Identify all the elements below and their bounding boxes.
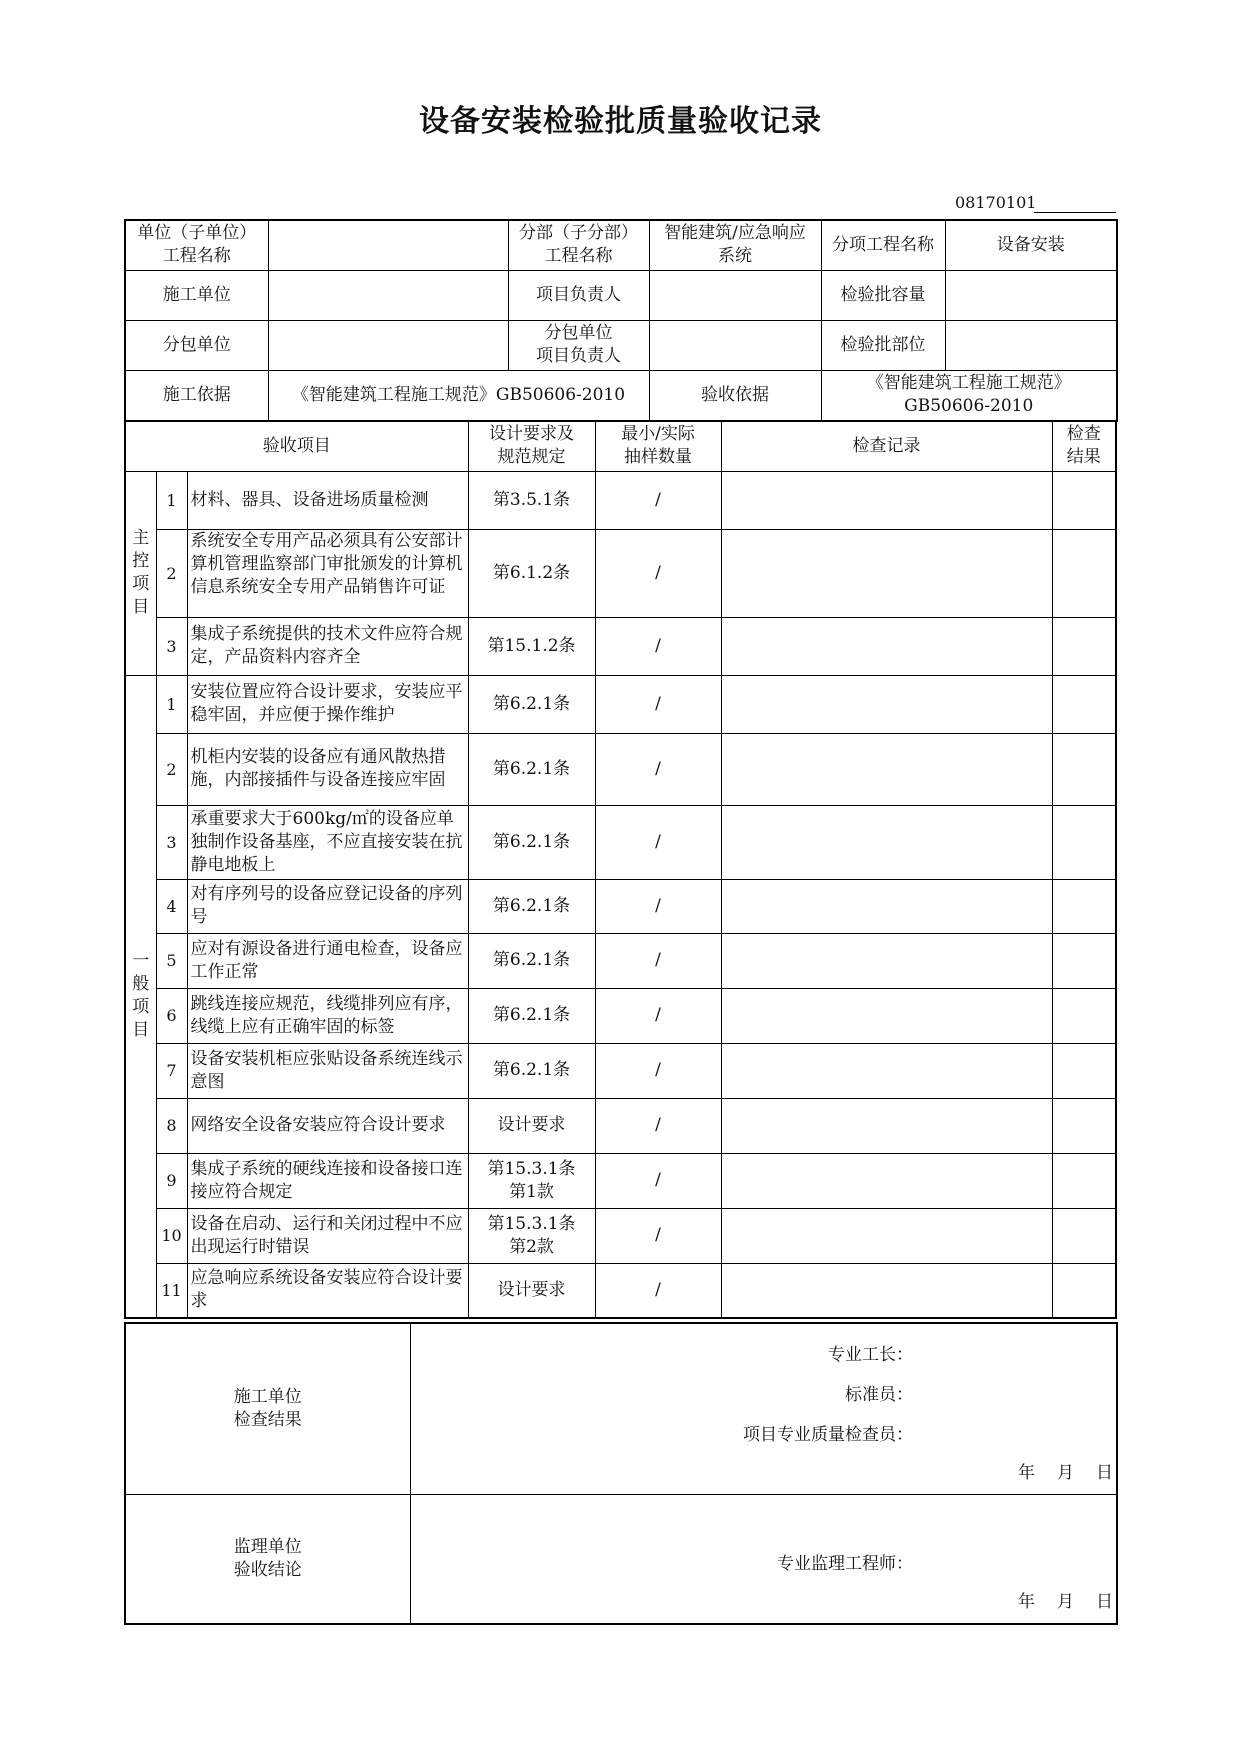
row-number: 2 — [156, 733, 187, 805]
item-record[interactable] — [721, 988, 1052, 1043]
construction-check-signature-area[interactable] — [410, 1323, 1117, 1495]
row-number: 3 — [156, 805, 187, 879]
column-design: 设计要求及 规范规定 — [468, 421, 595, 471]
item-result[interactable] — [1052, 471, 1116, 529]
item-requirement: 第6.2.1条 — [468, 1043, 595, 1098]
table-row — [125, 805, 1116, 879]
item-record[interactable] — [721, 733, 1052, 805]
item-description: 安装位置应符合设计要求，安装应平稳牢固，并应便于操作维护 — [187, 675, 468, 733]
item-sample: / — [595, 1208, 721, 1263]
item-sample: / — [595, 988, 721, 1043]
acceptance-basis-label: 验收依据 — [649, 370, 821, 421]
unit-name-label: 单位（子单位） 工程名称 — [125, 220, 268, 270]
column-result: 检查 结果 — [1052, 421, 1116, 471]
item-requirement: 第6.2.1条 — [468, 805, 595, 879]
item-description: 网络安全设备安装应符合设计要求 — [187, 1098, 468, 1153]
batch-location-label: 检验批部位 — [821, 320, 945, 370]
table-row — [125, 1043, 1116, 1098]
item-record[interactable] — [721, 933, 1052, 988]
batch-capacity-field[interactable] — [945, 270, 1117, 320]
item-description: 承重要求大于600kg/㎡的设备应单独制作设备基座，不应直接安装在抗静电地板上 — [187, 805, 468, 879]
inspection-table — [124, 420, 1117, 1319]
standard-officer-label: 标准员： — [845, 1385, 913, 1405]
row-number: 7 — [156, 1043, 187, 1098]
item-sample: / — [595, 1153, 721, 1208]
item-result[interactable] — [1052, 529, 1116, 617]
table-row — [125, 617, 1116, 675]
item-description: 系统安全专用产品必须具有公安部计算机管理监察部门审批颁发的计算机信息系统安全专用产品销售许可证 — [187, 529, 468, 617]
item-requirement: 第6.2.1条 — [468, 988, 595, 1043]
item-result[interactable] — [1052, 617, 1116, 675]
item-record[interactable] — [721, 805, 1052, 879]
supervision-signature-area[interactable] — [410, 1495, 1117, 1625]
table-row — [125, 1098, 1116, 1153]
item-name-label: 分项工程名称 — [821, 220, 945, 270]
item-sample: / — [595, 933, 721, 988]
quality-inspector-label: 项目专业质量检查员： — [743, 1425, 913, 1445]
construction-basis-label: 施工依据 — [125, 370, 268, 421]
item-record[interactable] — [721, 1153, 1052, 1208]
item-sample: / — [595, 529, 721, 617]
item-sample: / — [595, 617, 721, 675]
item-requirement: 第6.2.1条 — [468, 675, 595, 733]
item-sample: / — [595, 733, 721, 805]
acceptance-basis-value: 《智能建筑工程施工规范》 GB50606-2010 — [821, 370, 1117, 421]
item-requirement: 设计要求 — [468, 1263, 595, 1318]
item-description: 材料、器具、设备进场质量检测 — [187, 471, 468, 529]
item-sample: / — [595, 1098, 721, 1153]
item-description: 机柜内安装的设备应有通风散热措施，内部接插件与设备连接应牢固 — [187, 733, 468, 805]
item-sample: / — [595, 879, 721, 933]
unit-name-field[interactable] — [268, 220, 508, 270]
subdivision-value[interactable]: 智能建筑/应急响应 系统 — [649, 220, 821, 270]
column-record: 检查记录 — [721, 421, 1052, 471]
header-table — [124, 219, 1118, 422]
row-number: 3 — [156, 617, 187, 675]
supervision-engineer-label: 专业监理工程师： — [777, 1554, 913, 1574]
item-result[interactable] — [1052, 1098, 1116, 1153]
row-number: 10 — [156, 1208, 187, 1263]
item-record[interactable] — [721, 1098, 1052, 1153]
item-result[interactable] — [1052, 1153, 1116, 1208]
general-group-label: 一 般 项 目 — [125, 675, 156, 1318]
item-description: 设备在启动、运行和关闭过程中不应出现运行时错误 — [187, 1208, 468, 1263]
item-requirement: 第3.5.1条 — [468, 471, 595, 529]
row-number: 1 — [156, 471, 187, 529]
page-title: 设备安装检验批质量验收记录 — [419, 104, 822, 139]
item-requirement: 第6.2.1条 — [468, 933, 595, 988]
table-row — [125, 733, 1116, 805]
item-record[interactable] — [721, 617, 1052, 675]
batch-capacity-label: 检验批容量 — [821, 270, 945, 320]
column-item: 验收项目 — [125, 421, 468, 471]
table-row — [125, 529, 1116, 617]
row-number: 8 — [156, 1098, 187, 1153]
foreman-label: 专业工长： — [828, 1345, 913, 1365]
item-sample: / — [595, 1263, 721, 1318]
item-sample: / — [595, 675, 721, 733]
supervision-label: 监理单位 验收结论 — [125, 1495, 410, 1625]
item-result[interactable] — [1052, 805, 1116, 879]
construction-unit-field[interactable] — [268, 270, 508, 320]
main-control-group-label: 主 控 项 目 — [125, 471, 156, 675]
subcontractor-field[interactable] — [268, 320, 508, 370]
row-number: 4 — [156, 879, 187, 933]
row-number: 1 — [156, 675, 187, 733]
item-record[interactable] — [721, 471, 1052, 529]
item-description: 集成子系统的硬线连接和设备接口连接应符合规定 — [187, 1153, 468, 1208]
document-number-underline — [1034, 212, 1116, 213]
subdivision-label: 分部（子分部） 工程名称 — [508, 220, 649, 270]
row-number: 2 — [156, 529, 187, 617]
item-result[interactable] — [1052, 1263, 1116, 1318]
item-requirement: 第6.2.1条 — [468, 879, 595, 933]
item-requirement: 第15.3.1条 第1款 — [468, 1153, 595, 1208]
item-sample: / — [595, 1043, 721, 1098]
item-result[interactable] — [1052, 1208, 1116, 1263]
item-record[interactable] — [721, 1263, 1052, 1318]
signature-table — [124, 1322, 1118, 1625]
item-record[interactable] — [721, 675, 1052, 733]
construction-check-label: 施工单位 检查结果 — [125, 1323, 410, 1495]
row-number: 9 — [156, 1153, 187, 1208]
table-row — [125, 471, 1116, 529]
item-description: 跳线连接应规范，线缆排列应有序，线缆上应有正确牢固的标签 — [187, 988, 468, 1043]
row-number: 11 — [156, 1263, 187, 1318]
item-sample: / — [595, 471, 721, 529]
item-record[interactable] — [721, 1208, 1052, 1263]
item-description: 应对有源设备进行通电检查，设备应工作正常 — [187, 933, 468, 988]
table-row — [125, 1153, 1116, 1208]
item-result[interactable] — [1052, 1043, 1116, 1098]
document-number: 08170101 — [955, 193, 1037, 212]
item-result[interactable] — [1052, 933, 1116, 988]
table-row — [125, 879, 1116, 933]
item-result[interactable] — [1052, 879, 1116, 933]
construction-basis-value: 《智能建筑工程施工规范》GB50606-2010 — [268, 370, 649, 421]
column-sample: 最小/实际 抽样数量 — [595, 421, 721, 471]
item-result[interactable] — [1052, 988, 1116, 1043]
item-sample: / — [595, 805, 721, 879]
item-description: 应急响应系统设备安装应符合设计要求 — [187, 1263, 468, 1318]
row-number: 6 — [156, 988, 187, 1043]
table-row — [125, 675, 1116, 733]
item-description: 设备安装机柜应张贴设备系统连线示意图 — [187, 1043, 468, 1098]
construction-unit-label: 施工单位 — [125, 270, 268, 320]
item-description: 对有序列号的设备应登记设备的序列号 — [187, 879, 468, 933]
batch-location-field[interactable] — [945, 320, 1117, 370]
item-requirement: 第15.1.2条 — [468, 617, 595, 675]
construction-date: 年 月 日 — [1018, 1463, 1113, 1483]
item-result[interactable] — [1052, 733, 1116, 805]
item-record[interactable] — [721, 1043, 1052, 1098]
row-number: 5 — [156, 933, 187, 988]
project-manager-label: 项目负责人 — [508, 270, 649, 320]
item-requirement: 第15.3.1条 第2款 — [468, 1208, 595, 1263]
item-description: 集成子系统提供的技术文件应符合规定，产品资料内容齐全 — [187, 617, 468, 675]
sub-project-manager-label: 分包单位 项目负责人 — [508, 320, 649, 370]
table-row — [125, 988, 1116, 1043]
item-requirement: 第6.2.1条 — [468, 733, 595, 805]
supervision-date: 年 月 日 — [1018, 1592, 1113, 1612]
table-row — [125, 1208, 1116, 1263]
sub-project-manager-field[interactable] — [649, 320, 821, 370]
item-requirement: 设计要求 — [468, 1098, 595, 1153]
item-name-value[interactable]: 设备安装 — [945, 220, 1117, 270]
item-record[interactable] — [721, 879, 1052, 933]
item-record[interactable] — [721, 529, 1052, 617]
project-manager-field[interactable] — [649, 270, 821, 320]
subcontractor-label: 分包单位 — [125, 320, 268, 370]
table-row — [125, 933, 1116, 988]
item-requirement: 第6.1.2条 — [468, 529, 595, 617]
item-result[interactable] — [1052, 675, 1116, 733]
table-row — [125, 1263, 1116, 1318]
